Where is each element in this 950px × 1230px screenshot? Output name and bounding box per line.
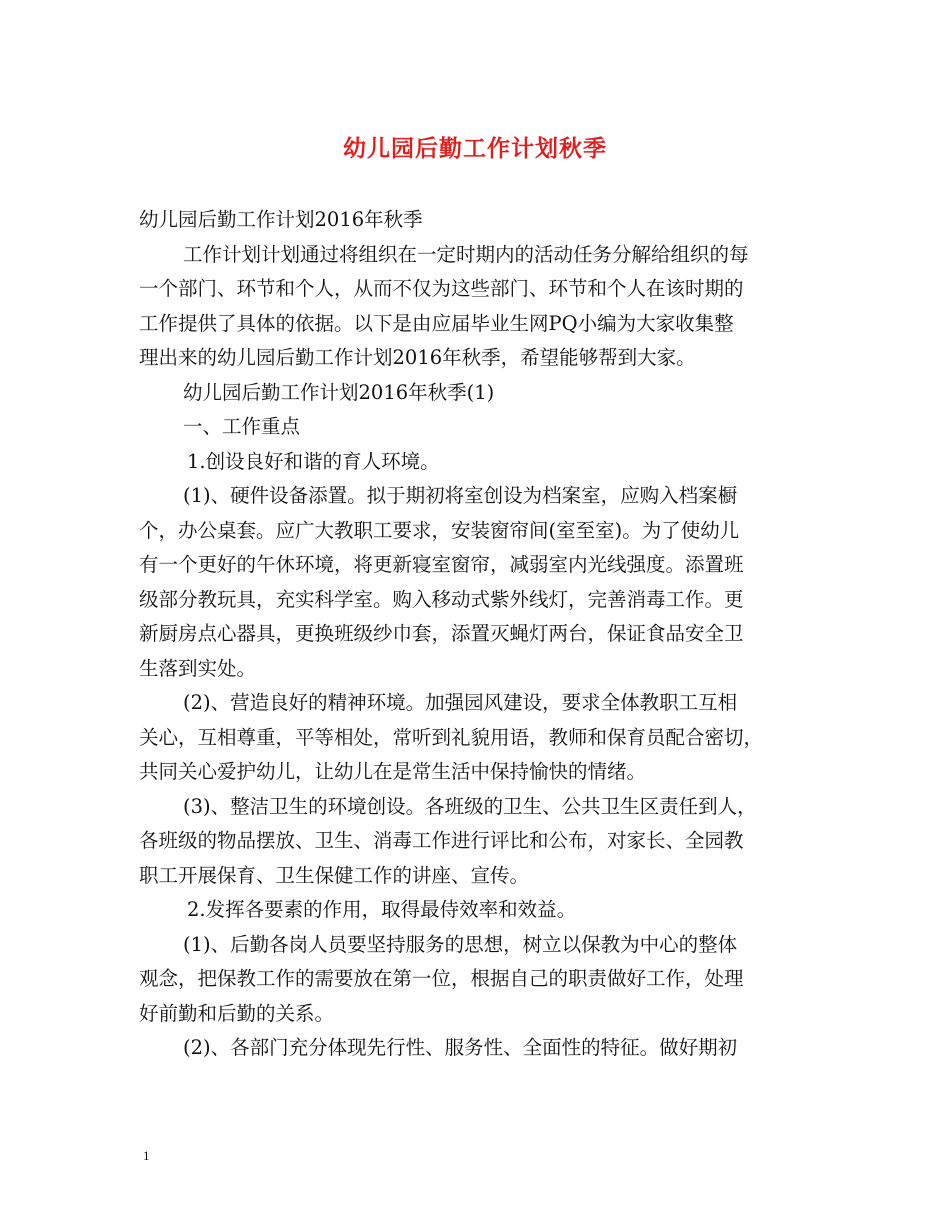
subsection-heading: 2.发挥各要素的作用，取得最侍效率和效益。 [187, 898, 577, 921]
subsection-heading: 1.创设良好和谐的育人环境。 [187, 449, 440, 473]
paragraph-line: 工作计划计划通过将组织在一定时期内的活动任务分解给组织的每 [183, 242, 749, 266]
paragraph-line: 级部分教玩具，充实科学室。购入移动式紫外线灯，完善消毒工作。更 [139, 587, 744, 611]
paragraph-line: 职工开展保育、卫生保健工作的讲座、宣传。 [139, 863, 530, 887]
paragraph-line: 理出来的幼儿园后勤工作计划2016年秋季，希望能够帮到大家。 [139, 346, 696, 369]
section-heading: 幼儿园后勤工作计划2016年秋季(1) [183, 380, 495, 404]
document-body [139, 203, 819, 1066]
page-number: 1 [143, 1148, 150, 1163]
paragraph-line: 各班级的物品摆放、卫生、消毒工作进行评比和公布，对家长、全园教 [139, 829, 744, 852]
paragraph-line: 关心，互相尊重，平等相处，常听到礼貌用语，教师和保育员配合密切， [139, 725, 764, 749]
paragraph-line: (2)、各部门充分体现先行性、服务性、全面性的特征。做好期初 [183, 1036, 738, 1059]
subtitle-line: 幼儿园后勤工作计划2016年秋季 [139, 208, 423, 231]
paragraph-line: 观念，把保教工作的需要放在第一位，根据自己的职责做好工作，处理 [139, 967, 744, 990]
paragraph-line: 一个部门、环节和个人，从而不仅为这些部门、环节和个人在该时期的 [139, 277, 744, 300]
document-title: 幼儿园后勤工作计划秋季 [343, 136, 607, 162]
paragraph-line: (1)、硬件设备添置。拟于期初将室创设为档案室，应购入档案橱 [183, 484, 738, 507]
paragraph-line: 个，办公桌套。应广大教职工要求，安装窗帘间(室至室)。为了使幼儿 [139, 518, 740, 542]
section-heading: 一、工作重点 [183, 415, 301, 438]
paragraph-line: 工作提供了具体的依据。以下是由应届毕业生网PQ小编为大家收集整 [139, 311, 734, 335]
paragraph-line: 生落到实处。 [139, 656, 257, 680]
paragraph-line: 好前勤和后勤的关系。 [139, 1001, 335, 1025]
paragraph-line: 新厨房点心器具，更换班级纱巾套，添置灭蝇灯两台，保证食品安全卫 [139, 622, 744, 645]
paragraph-line: (1)、后勤各岗人员要坚持服务的思想，树立以保教为中心的整体 [183, 932, 738, 956]
paragraph-line: (3)、整洁卫生的环境创设。各班级的卫生、公共卫生区责任到人， [183, 794, 757, 818]
paragraph-line: 共同关心爱护幼儿，让幼儿在是常生活中保持愉快的情绪。 [139, 760, 647, 783]
paragraph-line: 有一个更好的午休环境，将更新寝室窗帘，减弱室内光线强度。添置班 [139, 553, 744, 576]
paragraph-line: (2)、营造良好的精神环境。加强园风建设，要求全体教职工互相 [183, 691, 738, 714]
